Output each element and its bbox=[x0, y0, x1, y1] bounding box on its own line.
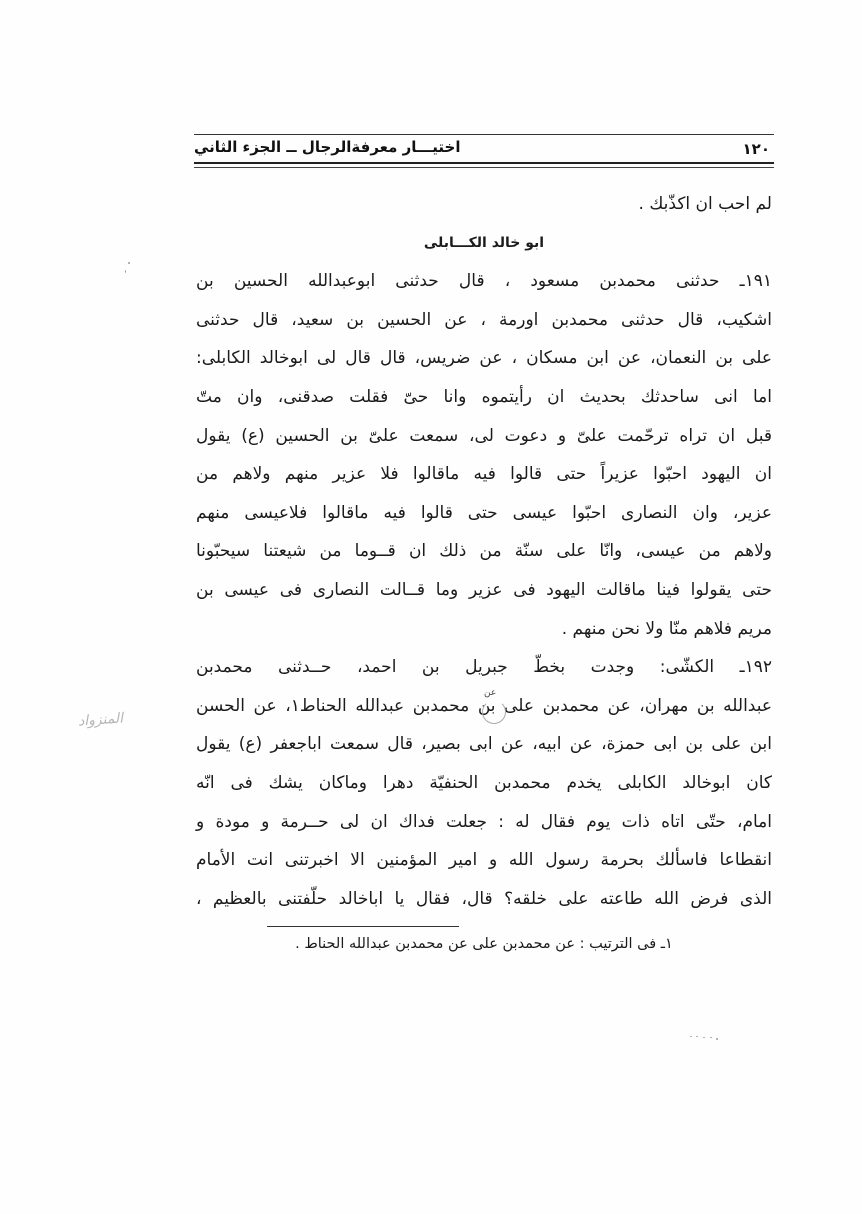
handwritten-circle-mark bbox=[482, 700, 506, 724]
scan-speck bbox=[696, 1036, 698, 1037]
text-line: انقطاعا فاسألك بحرمة رسول الله و امير المؤمنين الا اخبرتنى انت الأمام bbox=[196, 850, 772, 871]
scan-speck bbox=[703, 1037, 705, 1038]
footnote: ١ـ فى الترتيب : عن محمدبن على عن محمدبن عبدالله الحناط . bbox=[295, 936, 673, 952]
scan-speck bbox=[690, 1036, 692, 1037]
interlinear-correction: عن bbox=[484, 688, 497, 698]
section-heading: ابو خالد الكـــابلى bbox=[423, 234, 545, 251]
text-line: كان ابوخالد الكابلى يخدم محمدبن الحنفيّة دهرا وماكان يشك فى انّه bbox=[196, 772, 772, 793]
text-line: اما انى ساحدثك بحديث ان رأيتموه وانا حىّ فقلت صدقنى، وان متّ bbox=[196, 386, 772, 407]
page-header bbox=[194, 130, 774, 178]
text-line: عبدالله بن مهران، عن محمدبن على بن محمدبن عبدالله الحناط١، عن الحسن bbox=[196, 695, 772, 716]
header-double-rule-thin bbox=[194, 167, 774, 168]
scan-speck bbox=[125, 270, 126, 273]
text-line: ان اليهود احبّوا عزيراً حتى قالوا فيه ماقالوا فلا عزير منهم ولاهم من bbox=[196, 464, 772, 485]
text-line: ولاهم من عيسى، وانّا على سنّة من ذلك ان قــوما من شيعتنا سيحبّونا bbox=[196, 541, 772, 562]
paragraph-191 bbox=[196, 262, 772, 648]
header-top-rule bbox=[194, 134, 774, 135]
text-line: الذى فرض الله طاعته على خلقه؟ قال، فقال يا اباخالد حلّفتنى بالعظيم ، bbox=[196, 888, 772, 909]
text-line: عزير، وان النصارى احبّوا عيسى حتى قالوا فيه ماقالوا فلاعيسى منهم bbox=[196, 502, 772, 523]
text-line: اشكيب، قال حدثنى محمدبن اورمة ، عن الحسين بن سعيد، قال حدثنى bbox=[196, 309, 772, 330]
text-line: حتى يقولوا فينا ماقالت اليهود فى عزير وما قــالت النصارى فى عيسى بن bbox=[196, 579, 772, 600]
text-line: على بن النعمان، عن ابن مسكان ، عن ضريس، قال قال لى ابوخالد الكابلى: bbox=[196, 348, 772, 369]
scan-speck bbox=[128, 262, 130, 264]
text-line: ١٩١ـ حدثنى محمدبن مسعود ، قال حدثنى ابوعبدالله الحسين بن bbox=[196, 271, 772, 292]
scan-speck bbox=[710, 1037, 712, 1038]
page-number: ١٢٠ bbox=[742, 140, 770, 158]
handwritten-margin-note: المنزواد bbox=[77, 710, 124, 730]
opening-line: لم احب ان اكذّبك . bbox=[638, 194, 772, 214]
text-line: امام، حتّى اتاه ذات يوم فقال له : جعلت فداك ان لى حــرمة و مودة و bbox=[196, 811, 772, 832]
running-title: اختيـــار معرفةالرجال ــ الجزء الثاني bbox=[194, 138, 461, 156]
footnote-separator bbox=[267, 926, 459, 927]
text-line: مريم فلاهم منّا ولا نحن منهم . bbox=[561, 618, 772, 639]
scan-speck bbox=[716, 1038, 718, 1040]
header-double-rule-thick bbox=[194, 162, 774, 164]
main-text bbox=[196, 185, 772, 918]
text-line: ١٩٢ـ الكشّى: وجدت بخطّ جبريل بن احمد، حــدثنى محمدبن bbox=[196, 657, 772, 678]
text-line: ابن على بن ابى حمزة، عن ابيه، عن ابى بصير، قال سمعت اباجعفر (ع) يقول bbox=[196, 734, 772, 755]
text-line: قبل ان تراه ترحّمت علىّ و دعوت لى، سمعت علىّ بن الحسين (ع) يقول bbox=[196, 425, 772, 446]
